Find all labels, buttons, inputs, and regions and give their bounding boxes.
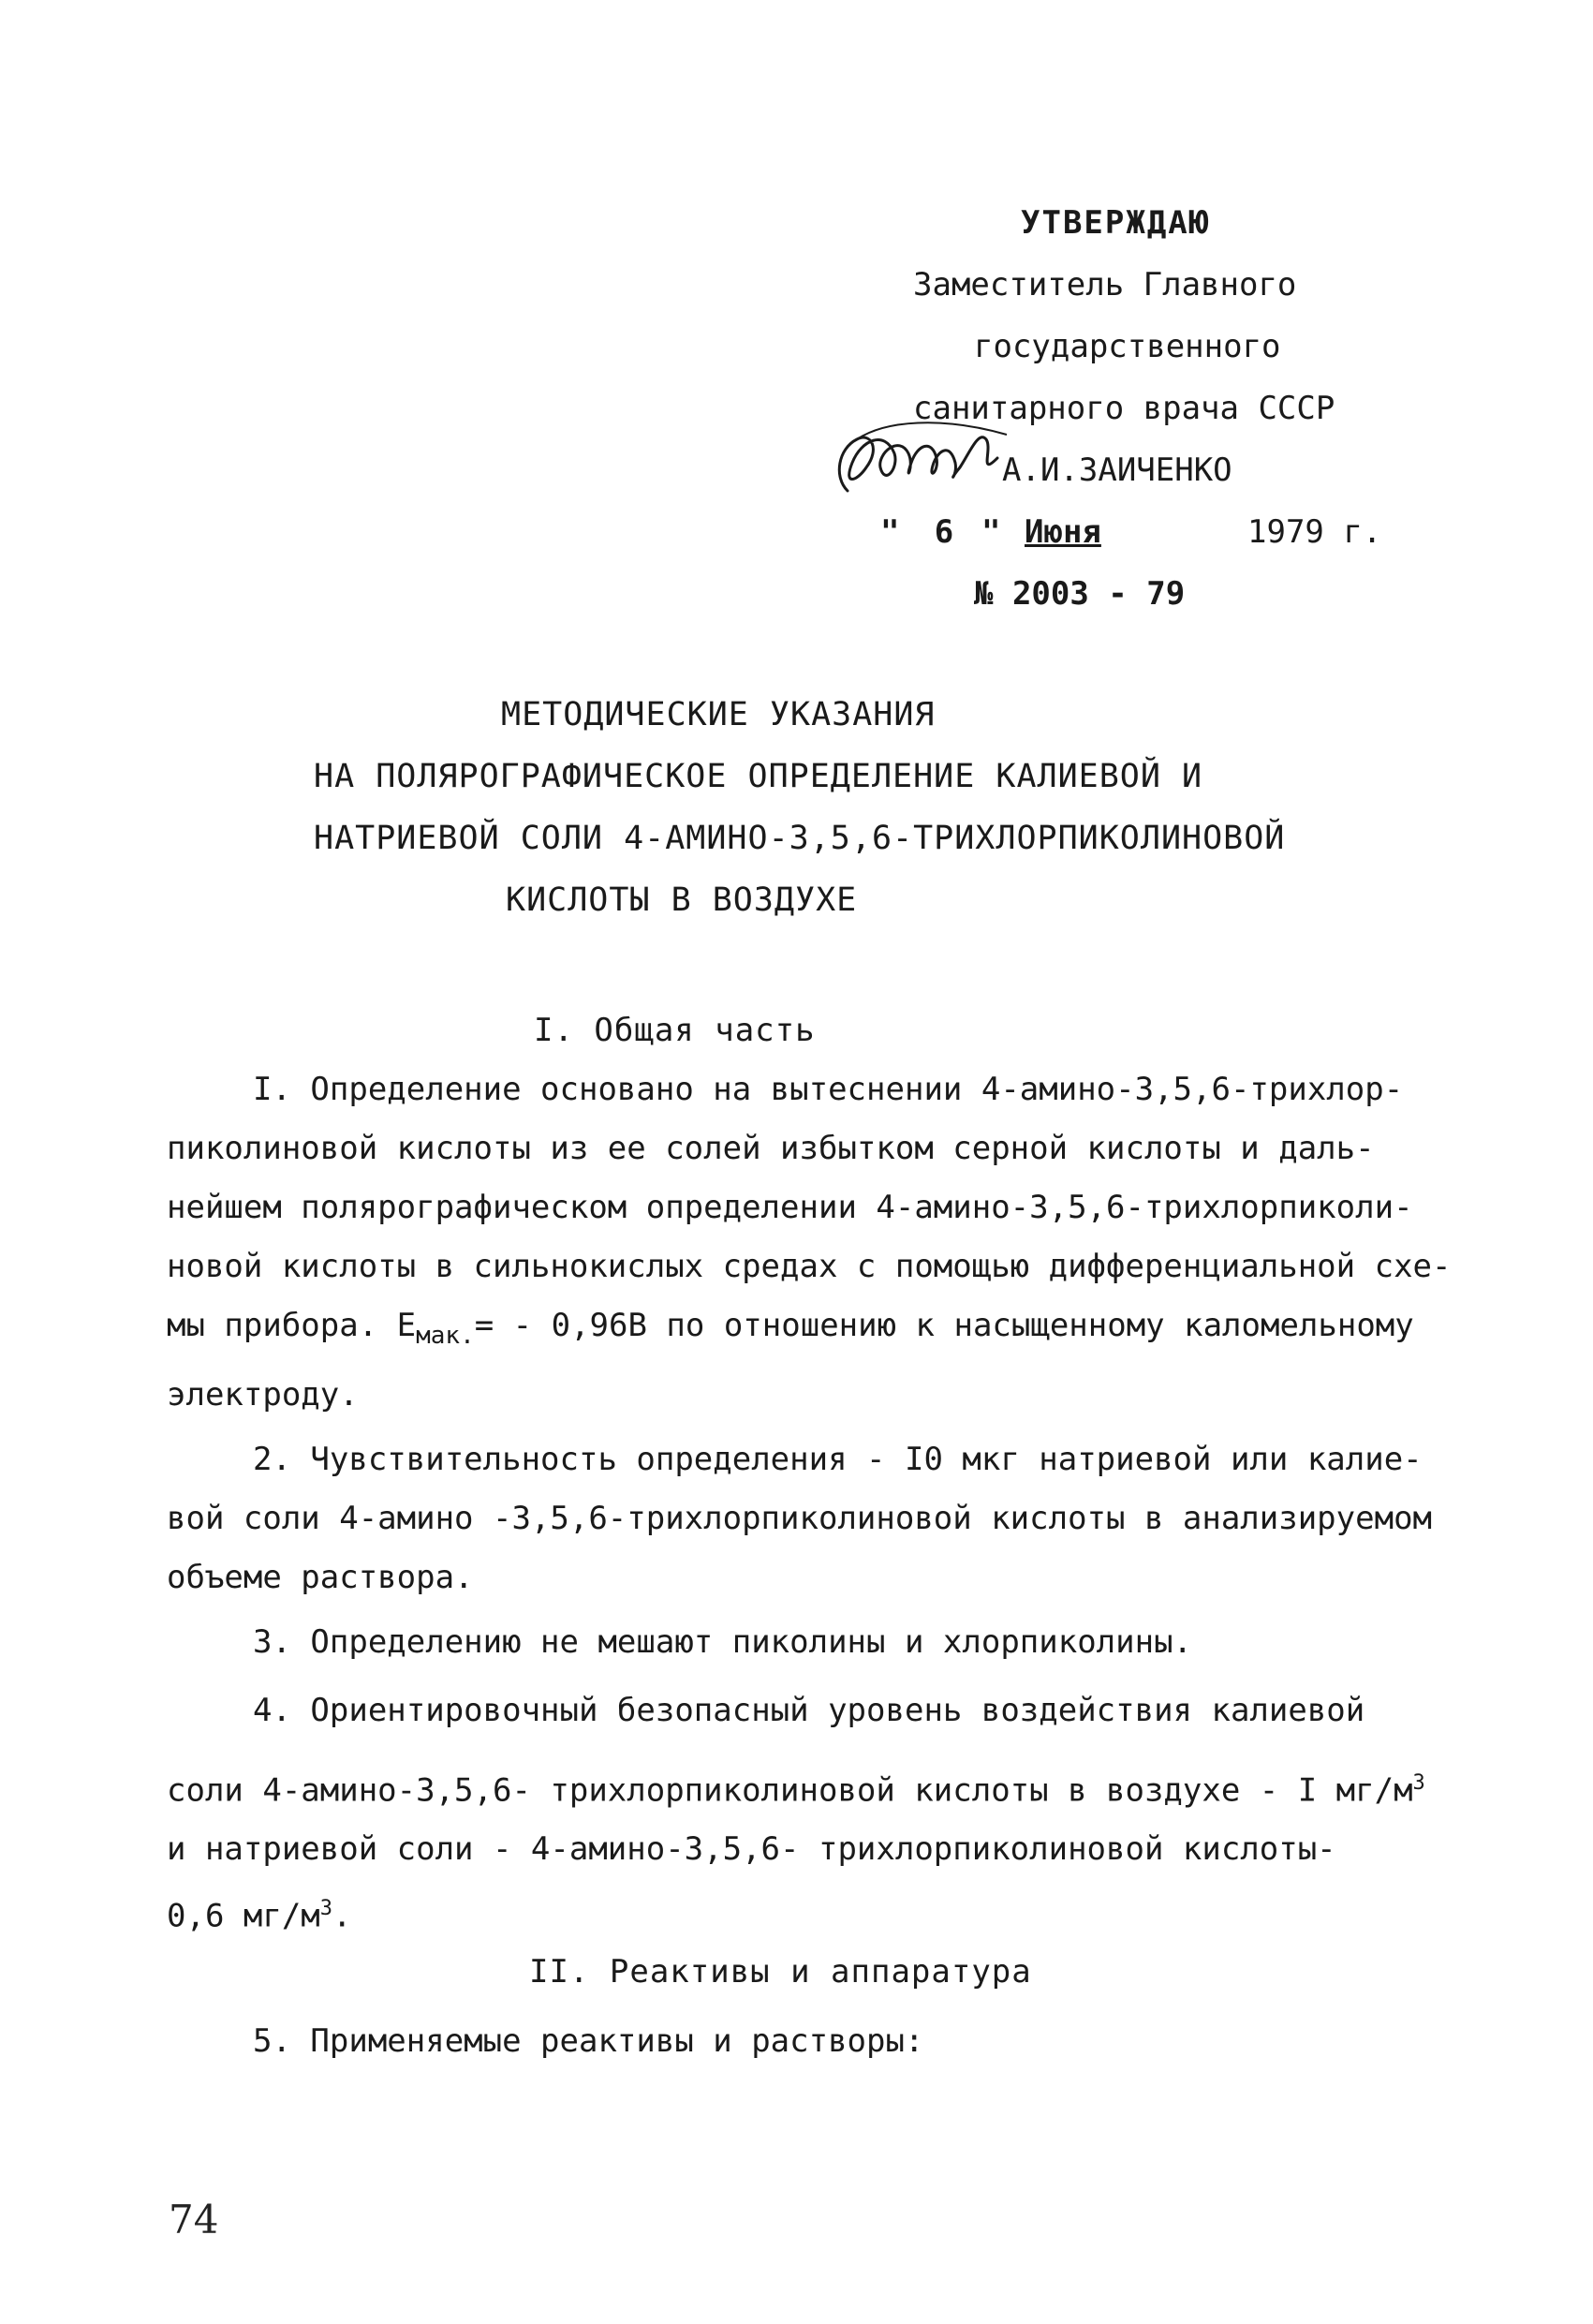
paragraph-2-line-3: объеме раствора. <box>167 1558 474 1596</box>
title-line-2: НА ПОЛЯРОГРАФИЧЕСКОЕ ОПРЕДЕЛЕНИЕ КАЛИЕВОЙ И <box>314 758 1203 795</box>
title-line-3: НАТРИЕВОЙ СОЛИ 4-АМИНО-3,5,6-ТРИХЛОРПИКОЛИНОВОЙ <box>314 820 1286 857</box>
approval-position-line-1: Заместитель Главного <box>913 266 1297 303</box>
section-2-heading: II. Реактивы и аппаратура <box>529 1953 1032 1991</box>
paragraph-1-line-1: I. Определение основано на вытеснении 4-амино-3,5,6-трихлор- <box>253 1071 1404 1108</box>
section-2-body <box>167 2012 1422 2071</box>
paragraph-4-line-4 <box>167 1879 1422 1946</box>
approval-heading: УТВЕРЖДАЮ <box>1021 204 1211 242</box>
approval-position-line-2: государственного <box>974 328 1281 365</box>
paragraph-1-line-6: электроду. <box>167 1375 359 1414</box>
paragraph-1-line-3: нейшем полярографическом определении 4-амино-3,5,6-трихлорпиколи- <box>167 1189 1413 1226</box>
date-close-quote: " <box>981 513 1001 551</box>
superscript-3-b: 3 <box>319 1897 333 1921</box>
paragraph-2-line-1: 2. Чувствительность определения - I0 мкг натриевой или калие- <box>253 1440 1423 1478</box>
date-month: Июня <box>1025 513 1101 551</box>
paragraph-4-line-4-post: . <box>332 1897 352 1935</box>
paragraph-4-line-3: и натриевой соли - 4-амино-3,5,6- трихлорпиколиновой кислоты- <box>167 1830 1336 1869</box>
title-line-4: КИСЛОТЫ В ВОЗДУХЕ <box>506 881 858 919</box>
title-line-1: МЕТОДИЧЕСКИЕ УКАЗАНИЯ <box>501 696 936 733</box>
section-1-heading: I. Общая часть <box>534 1012 816 1049</box>
section-1-body <box>167 1060 1452 1946</box>
handwritten-signature <box>829 411 1016 505</box>
paragraph-4-line-2-pre: соли 4-амино-3,5,6- трихлорпиколиновой кислоты в воздухе - I мг/м <box>167 1771 1413 1810</box>
approval-block <box>880 192 1405 625</box>
date-day: 6 <box>934 513 954 551</box>
document-title <box>300 684 1330 931</box>
paragraph-4-line-4-pre: 0,6 мг/м <box>167 1897 320 1935</box>
approval-position-line-3: санитарного врача СССР <box>913 390 1335 427</box>
approver-name: А.И.ЗАИЧЕНКО <box>1002 451 1232 489</box>
date-year: 1979 г. <box>1247 513 1382 551</box>
approval-number: № 2003 - 79 <box>974 575 1186 613</box>
paragraph-3-line-1: 3. Определению не мешают пиколины и хлорпиколины. <box>253 1622 1193 1661</box>
emax-subscript: мак. <box>416 1321 475 1350</box>
paragraph-1-line-2: пиколиновой кислоты из ее солей избытком серной кислоты и даль- <box>167 1130 1375 1167</box>
page-number: 74 <box>169 2197 219 2243</box>
paragraph-1-line-5-post: = - 0,96В по отношению к насыщенному каломельному <box>474 1307 1414 1344</box>
paragraph-1-line-5-pre: мы прибора. E <box>167 1307 417 1344</box>
paragraph-1-line-5 <box>167 1296 1422 1366</box>
paragraph-2-line-2: вой соли 4-амино -3,5,6-трихлорпиколиновой кислоты в анализируемом <box>167 1499 1433 1537</box>
superscript-3: 3 <box>1412 1770 1425 1795</box>
paragraph-1-line-4: новой кислоты в сильнокислых средах с помощью дифференциальной схе- <box>167 1248 1452 1285</box>
approval-name-line <box>880 439 1405 501</box>
paragraph-4-line-1: 4. Ориентировочный безопасный уровень воздействия калиевой <box>253 1691 1365 1729</box>
paragraph-4-line-2 <box>167 1754 1425 1820</box>
approval-date <box>880 501 1405 563</box>
date-open-quote: " <box>880 513 900 551</box>
paragraph-5-line-1: 5. Применяемые реактивы и растворы: <box>253 2022 924 2060</box>
